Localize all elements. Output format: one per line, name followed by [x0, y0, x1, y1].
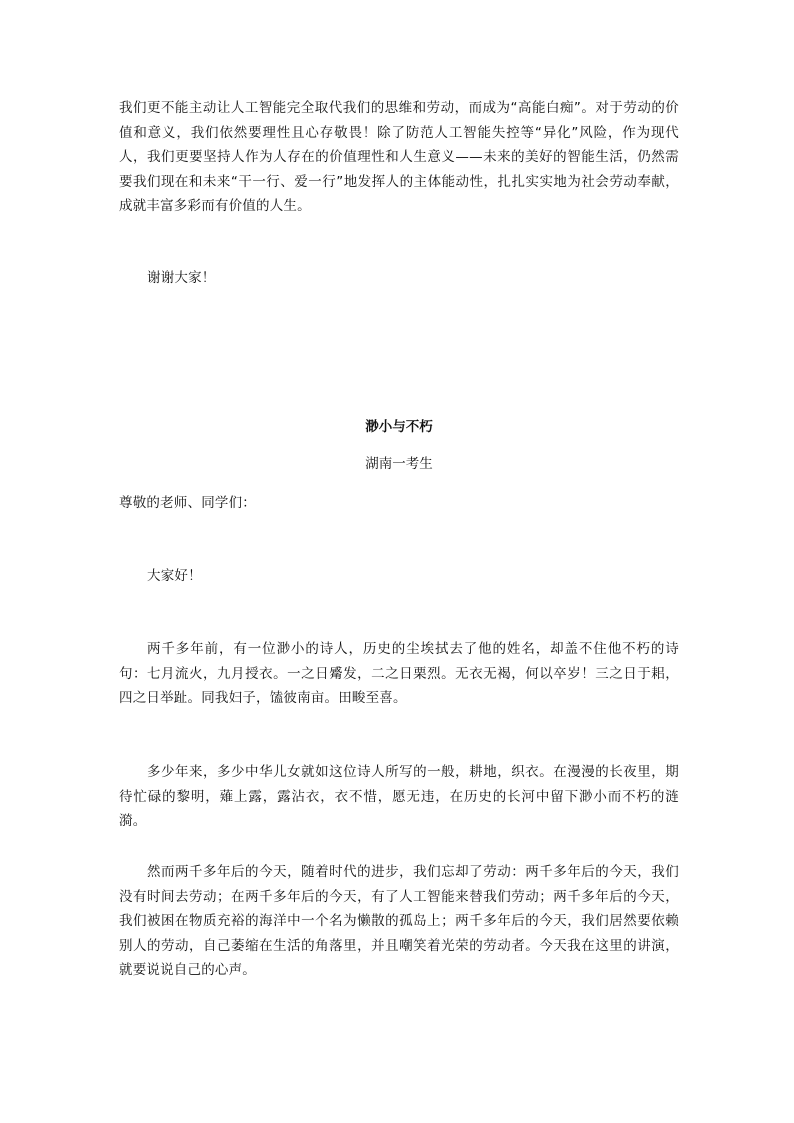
- author-line: 湖南一考生: [365, 456, 433, 472]
- thanks-line: 谢谢大家！: [147, 270, 216, 286]
- paragraph-generations: 多少年来，多少中华儿女就如这位诗人所写的一般，耕地，织衣。在漫漫的长夜里，期待忙碌的黎明，薙上露，露沾衣，衣不惜，愿无违，在历史的长河中留下渺小而不朽的涟漪。: [119, 764, 679, 829]
- paragraph-ancient-poet: 两千多年前，有一位渺小的诗人，历史的尘埃拭去了他的姓名，却盖不住他不朽的诗句：七月流火，九月授衣。一之日觱发，二之日栗烈。无衣无褐，何以卒岁！三之日于耜，四之日举趾。同我妇子，馌彼南亩。田畯至喜。: [119, 641, 679, 706]
- essay-title: 渺小与不朽: [365, 419, 433, 435]
- paragraph-ai-labor: 我们更不能主动让人工智能完全取代我们的思维和劳动，而成为“高能白痴”。对于劳动的价值和意义，我们依然要理性且心存敬畏！除了防范人工智能失控等“异化”风险，作为现代人，我们更要坚持人作为人存在的价值理性和人生意义——未来的美好的智能生活，仍然需要我们现在和未来“干一行、爱一行”地发挥人的主体能动性，扎扎实实地为社会劳动奉献，成就丰富多彩而有价值的人生。: [119, 100, 679, 214]
- hello-line: 大家好！: [147, 568, 202, 584]
- greeting-line: 尊敬的老师、同学们：: [119, 495, 256, 511]
- paragraph-today: 然而两千多年后的今天，随着时代的进步，我们忘却了劳动：两千多年后的今天，我们没有时间去劳动；在两千多年后的今天，有了人工智能来替我们劳动；两千多年后的今天，我们被困在物质充裕的海洋中一个名为懒散的孤岛上；两千多年后的今天，我们居然要依赖别人的劳动，自己萎缩在生活的角落里，并且嘲笑着光荣的劳动者。今天我在这里的讲演，就要说说自己的心声。: [119, 864, 679, 978]
